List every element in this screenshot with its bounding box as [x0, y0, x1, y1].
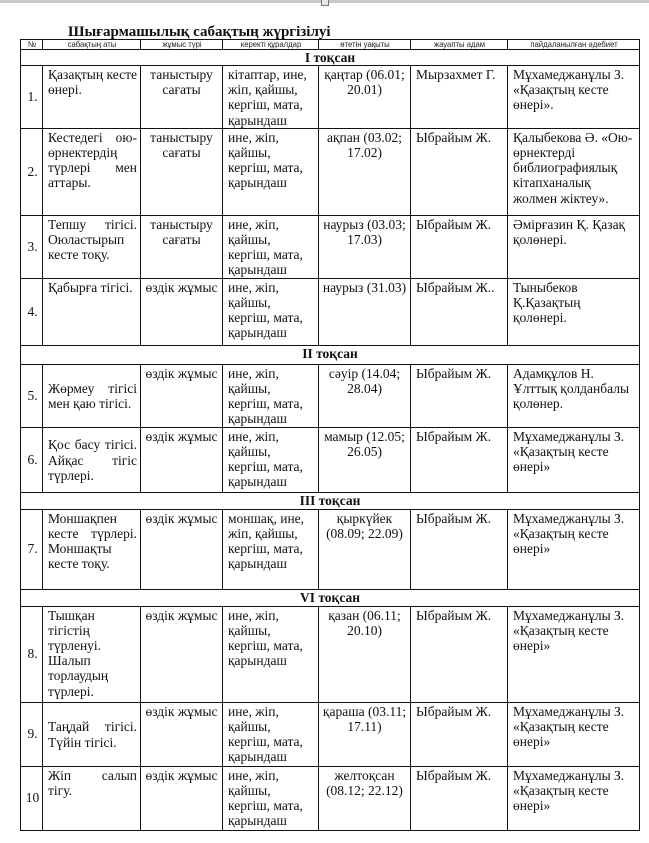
cell-name: Жөрмеу тігісі мен қаю тігісі. — [43, 364, 141, 427]
cell-tools: ине, жіп, қайшы, кергіш, мата, қарындаш — [223, 128, 319, 215]
cell-type: өздік жұмыс — [141, 278, 223, 345]
cell-name: Тепшу тігісі. Оюластырып кесте тоқу. — [43, 215, 141, 278]
schedule-table — [20, 39, 640, 831]
cell-time: қазан (06.11; 20.10) — [319, 606, 411, 702]
cell-person: Ыбрайым Ж. — [411, 509, 508, 589]
table-row — [21, 427, 640, 492]
cell-person: Ыбрайым Ж.. — [411, 278, 508, 345]
cell-name: Моншақпен кесте түрлері. Моншақты кесте тоқу. — [43, 509, 141, 589]
row-number: 3. — [21, 215, 43, 278]
column-header: жауапты адам — [414, 40, 503, 50]
section-header-row — [21, 345, 640, 364]
cell-type: таныстыру сағаты — [141, 215, 223, 278]
cell-tools: ине, жіп, қайшы, кергіш, мата, қарындаш — [223, 606, 319, 702]
table-row — [21, 766, 640, 830]
cell-tools: ине, жіп, қайшы, кергіш, мата, қарындаш — [223, 766, 319, 830]
table-row — [21, 702, 640, 766]
cell-type: өздік жұмыс — [141, 364, 223, 427]
document-title: Шығармашылық сабақтың жүргізілуі — [68, 24, 331, 40]
cell-person: Ыбрайым Ж. — [411, 364, 508, 427]
cell-person: Ыбрайым Ж. — [411, 702, 508, 766]
cell-time: мамыр (12.05; 26.05) — [319, 427, 411, 492]
cell-name: Тышқан тігістің түрленуі. Шалып торлаудың түрлері. — [43, 606, 141, 702]
cell-name: Жіп салып тігу. — [43, 766, 141, 830]
table-header-row — [21, 40, 640, 50]
table-row — [21, 364, 640, 427]
cell-type: таныстыру сағаты — [141, 128, 223, 215]
row-number: 1. — [21, 66, 43, 129]
row-number: 5. — [21, 364, 43, 427]
column-header: пайдаланылған әдебиет — [513, 40, 634, 50]
cell-name: Қабырға тігісі. — [43, 278, 141, 345]
cell-literature: Тыныбеков Қ.Қазақтың қолөнері. — [508, 278, 640, 345]
row-number: 4. — [21, 278, 43, 345]
cell-name: Таңдай тігісі. Түйін тігісі. — [43, 702, 141, 766]
table-row — [21, 128, 640, 215]
ruler-marker-icon — [321, 0, 329, 6]
cell-name: Қазақтың кесте өнері. — [43, 66, 141, 129]
cell-name: Кестедегі ою-өрнектердің түрлері мен аттары. — [43, 128, 141, 215]
column-header: сабақтың аты — [46, 40, 136, 50]
table-row — [21, 509, 640, 589]
section-header-row — [21, 492, 640, 509]
cell-literature: Мұхамеджанұлы З. «Қазақтың кесте өнері» — [508, 702, 640, 766]
column-header: № — [21, 40, 41, 50]
cell-person: Ыбрайым Ж. — [411, 215, 508, 278]
cell-literature: Адамқұлов Н. Ұлттық қолданбалы қолөнер. — [508, 364, 640, 427]
cell-person: Ыбрайым Ж. — [411, 128, 508, 215]
cell-type: таныстыру сағаты — [141, 66, 223, 129]
column-header: өтетін уақыты — [322, 40, 407, 50]
cell-time: ақпан (03.02; 17.02) — [319, 128, 411, 215]
section-label: VI тоқсан — [21, 589, 640, 606]
row-number: 7. — [21, 509, 43, 589]
cell-literature: Мұхамеджанұлы З. «Қазақтың кесте өнері» — [508, 427, 640, 492]
section-label: III тоқсан — [21, 492, 640, 509]
cell-tools: ине, жіп, қайшы, кергіш, мата, қарындаш — [223, 278, 319, 345]
cell-person: Ыбрайым Ж. — [411, 427, 508, 492]
cell-literature: Қалыбекова Ә. «Ою-өрнектерді библиографиялық кітапханалық жолмен жіктеу». — [508, 128, 640, 215]
cell-person: Мырзахмет Г. — [411, 66, 508, 129]
cell-tools: ине, жіп, қайшы, кергіш, мата, қарындаш — [223, 215, 319, 278]
cell-tools: ине, жіп, қайшы, кергіш, мата, қарындаш — [223, 702, 319, 766]
section-header-row — [21, 50, 640, 66]
section-label: II тоқсан — [21, 345, 640, 364]
cell-tools: моншақ, ине, жіп, қайшы, кергіш, мата, қарындаш — [223, 509, 319, 589]
column-header: жұмыс түрі — [144, 40, 219, 50]
row-number: 10 — [21, 766, 43, 830]
cell-literature: Мұхамеджанұлы З. «Қазақтың кесте өнері» — [508, 509, 640, 589]
cell-time: қаңтар (06.01; 20.01) — [319, 66, 411, 129]
cell-time: желтоқсан (08.12; 22.12) — [319, 766, 411, 830]
cell-time: қараша (03.11; 17.11) — [319, 702, 411, 766]
cell-time: сәуір (14.04; 28.04) — [319, 364, 411, 427]
cell-time: қыркүйек (08.09; 22.09) — [319, 509, 411, 589]
cell-tools: кітаптар, ине, жіп, қайшы, кергіш, мата, қарындаш — [223, 66, 319, 129]
row-number: 6. — [21, 427, 43, 492]
cell-type: өздік жұмыс — [141, 606, 223, 702]
table-row — [21, 606, 640, 702]
cell-literature: Мұхамеджанұлы З. «Қазақтың кесте өнері» — [508, 766, 640, 830]
cell-type: өздік жұмыс — [141, 509, 223, 589]
table-row — [21, 66, 640, 129]
cell-tools: ине, жіп, қайшы, кергіш, мата, қарындаш — [223, 364, 319, 427]
section-header-row — [21, 589, 640, 606]
table-row — [21, 278, 640, 345]
cell-type: өздік жұмыс — [141, 702, 223, 766]
cell-tools: ине, жіп, қайшы, кергіш, мата, қарындаш — [223, 427, 319, 492]
cell-person: Ыбрайым Ж. — [411, 766, 508, 830]
cell-time: наурыз (31.03) — [319, 278, 411, 345]
row-number: 8. — [21, 606, 43, 702]
cell-literature: Әмірғазин Қ. Қазақ қолөнері. — [508, 215, 640, 278]
row-number: 9. — [21, 702, 43, 766]
cell-name: Қос басу тігісі. Айқас тігіс түрлері. — [43, 427, 141, 492]
cell-type: өздік жұмыс — [141, 427, 223, 492]
cell-literature: Мұхамеджанұлы З. «Қазақтың кесте өнері». — [508, 66, 640, 129]
cell-type: өздік жұмыс — [141, 766, 223, 830]
section-label: I тоқсан — [21, 50, 640, 66]
cell-time: наурыз (03.03; 17.03) — [319, 215, 411, 278]
cell-literature: Мұхамеджанұлы З. «Қазақтың кесте өнері» — [508, 606, 640, 702]
column-header: керекті құралдар — [226, 40, 314, 50]
cell-person: Ыбрайым Ж. — [411, 606, 508, 702]
table-row — [21, 215, 640, 278]
row-number: 2. — [21, 128, 43, 215]
